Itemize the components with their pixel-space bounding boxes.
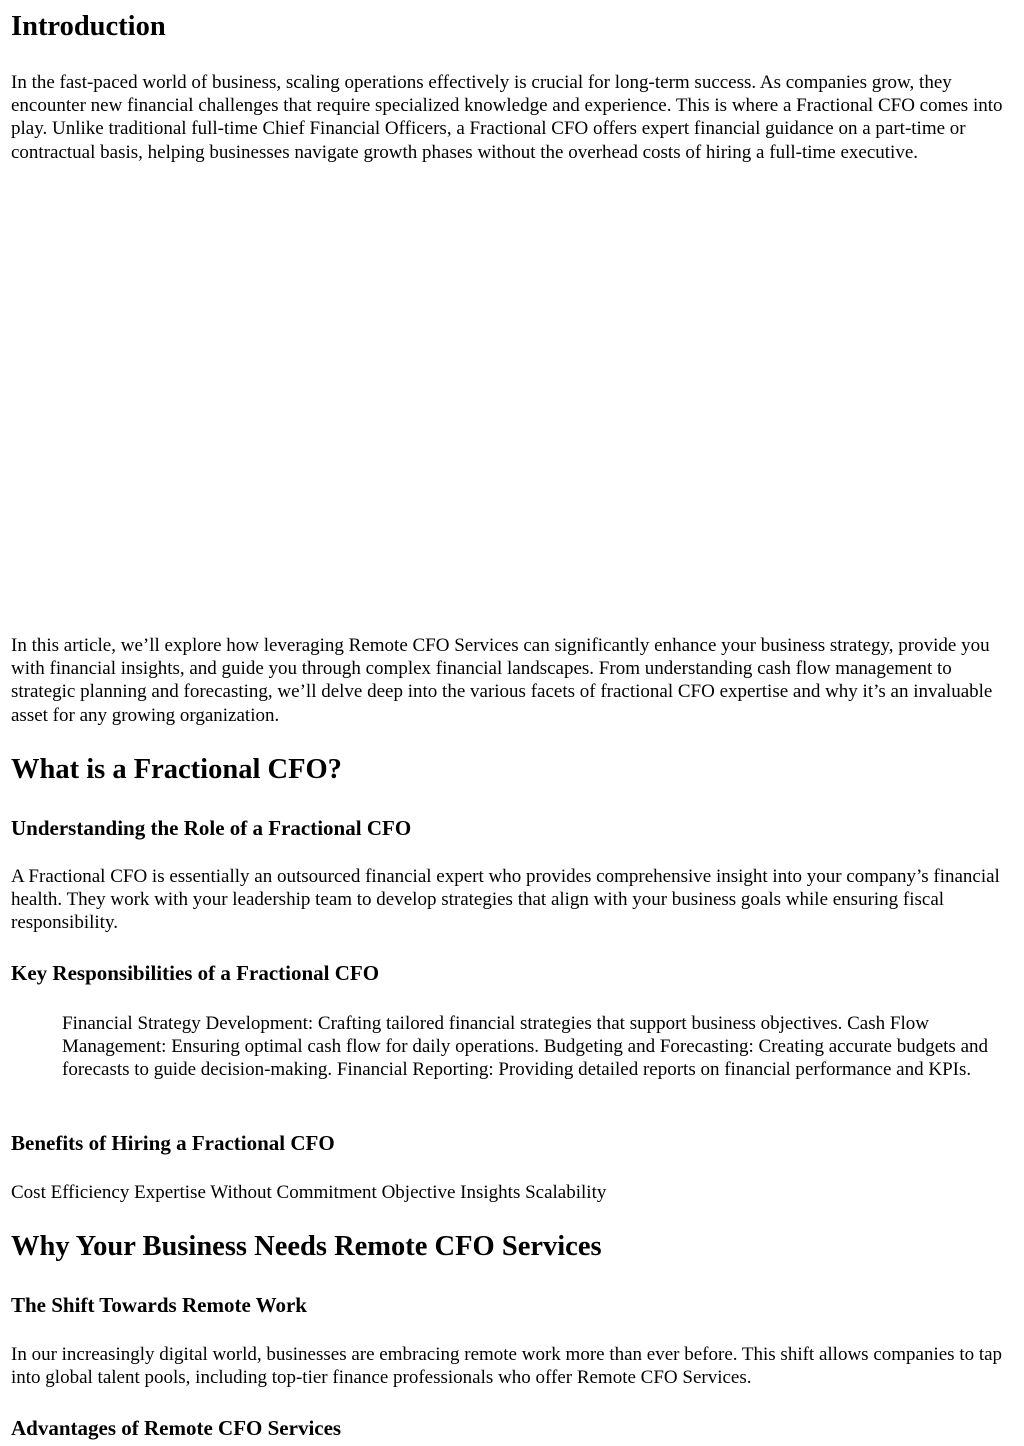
advantages-subheading: Advantages of Remote CFO Services [11, 1416, 342, 1440]
shift-remote-work-paragraph: In our increasingly digital world, businesses are embracing remote work more than ever before. This shift allows companies to tap into global talent pools, including top-tier finance professionals who offer Remote CFO Services. [11, 1344, 1003, 1389]
why-remote-cfo-heading: Why Your Business Needs Remote CFO Services [11, 1231, 602, 1262]
benefits-text: Cost Efficiency Expertise Without Commitment Objective Insights Scalability [11, 1182, 607, 1203]
introduction-heading: Introduction [11, 11, 166, 42]
introduction-paragraph: In the fast-paced world of business, scaling operations effectively is crucial for long-term success. As companies grow, they encounter new financial challenges that require specialized knowledge and experience. This is where a Fractional CFO comes into play. Unlike traditional full-time Chief Financial Officers, a Fractional CFO offers expert financial guidance on a part-time or contractual basis, helping businesses navigate growth phases without the overhead costs of hiring a full-time executive. [11, 72, 1003, 163]
shift-remote-work-subheading: The Shift Towards Remote Work [11, 1293, 307, 1317]
role-paragraph: A Fractional CFO is essentially an outsourced financial expert who provides comprehensive insight into your company’s financial health. They work with your leadership team to develop strategies that align with your business goals while ensuring fiscal responsibility. [11, 866, 1000, 934]
article-overview-paragraph: In this article, we’ll explore how leveraging Remote CFO Services can significantly enhance your business strategy, provide you with financial insights, and guide you through complex financial landscapes. From understanding cash flow management to strategic planning and forecasting, we’ll delve deep into the various facets of fractional CFO expertise and why it’s an invaluable asset for any growing organization. [11, 635, 993, 726]
benefits-subheading: Benefits of Hiring a Fractional CFO [11, 1131, 335, 1155]
key-responsibilities-blockquote: Financial Strategy Development: Crafting tailored financial strategies that support business objectives. Cash Flow Management: Ensuring optimal cash flow for daily operations. Budgeting and Forecasting: Creating accurate budgets and forecasts to guide decision-making. Financial Reporting: Providing detailed reports on financial performance and KPIs. [62, 1013, 988, 1081]
key-responsibilities-subheading: Key Responsibilities of a Fractional CFO [11, 961, 380, 985]
blank-image-area [11, 200, 1011, 620]
role-subheading: Understanding the Role of a Fractional CFO [11, 816, 412, 840]
what-is-fractional-cfo-heading: What is a Fractional CFO? [11, 754, 342, 785]
